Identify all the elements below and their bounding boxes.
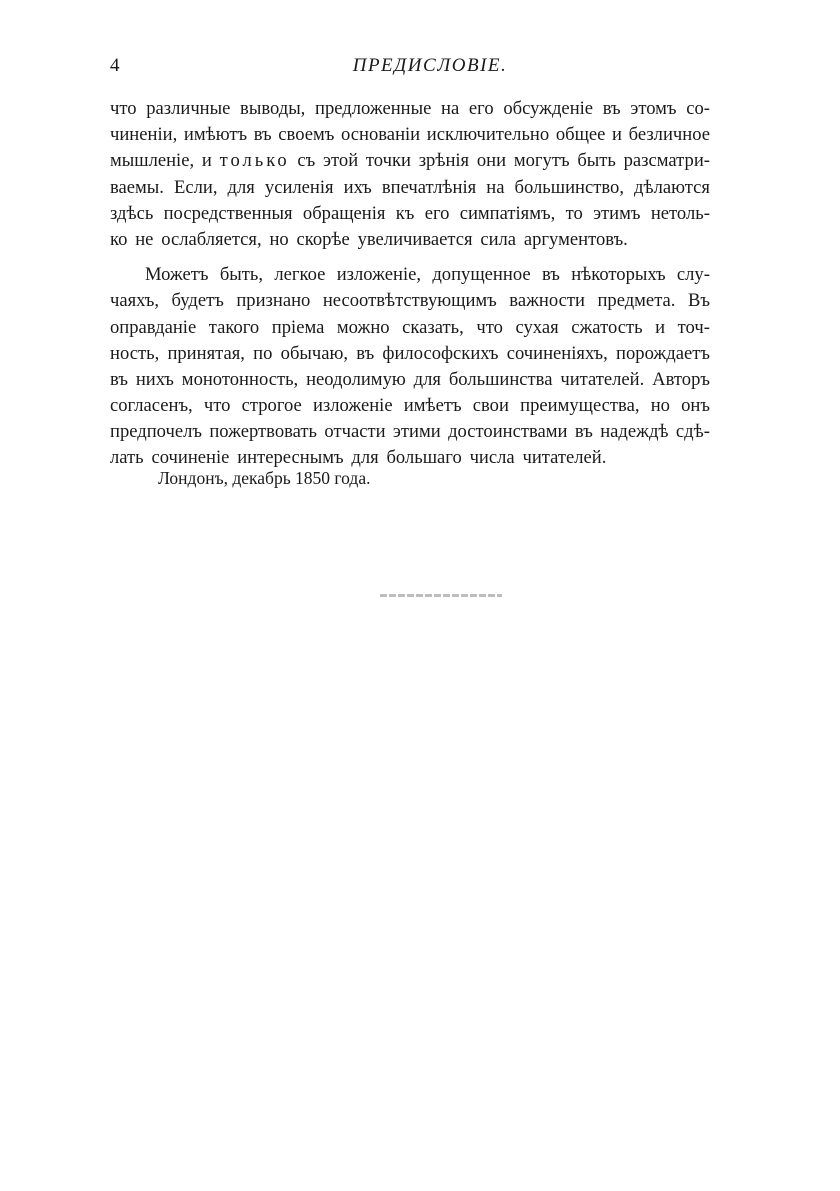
running-head-title: ПРЕДИСЛОВІЕ.	[352, 55, 508, 76]
text-line: ко не ослабляется, но скорѣе увеличивается сила аргументовъ.	[110, 228, 628, 250]
text-line: ваемы. Если, для усиленія ихъ впечатлѣнія на большинство, дѣлаются	[110, 176, 710, 198]
text-line: Можетъ быть, легкое изложеніе, допущенное въ нѣкоторыхъ слу-	[145, 264, 710, 286]
text-line: чаяхъ, будетъ признано несоотвѣтствующимъ важности предмета. Въ	[110, 290, 710, 312]
signature-place-date: Лондонъ, декабрь 1850 года.	[158, 468, 371, 488]
text-line: ность, принятая, по обычаю, въ философскихъ сочиненіяхъ, порождаетъ	[110, 342, 710, 364]
body-text	[110, 96, 710, 472]
page-number: 4	[110, 55, 120, 76]
text-line: согласенъ, что строгое изложеніе имѣетъ свои преимущества, но онъ	[110, 395, 710, 417]
text-line: что различные выводы, предложенные на его обсужденіе въ этомъ со-	[110, 98, 710, 119]
paragraph-2	[110, 262, 710, 472]
text-line: здѣсь посредственныя обращенія къ его симпатіямъ, то этимъ нетоль-	[110, 202, 710, 224]
text-line: предпочелъ пожертвовать отчасти этими достоинствами въ надеждѣ сдѣ-	[110, 421, 710, 443]
text-line: въ нихъ монотонность, неодолимую для большинства читателей. Авторъ	[110, 368, 710, 390]
paragraph-1	[110, 96, 710, 253]
paragraph-gap	[110, 253, 710, 262]
text-line: чиненіи, имѣютъ въ своемъ основаніи исключительно общее и безличное	[110, 124, 710, 146]
text-line: оправданіе такого пріема можно сказать, что сухая сжатость и точ-	[110, 316, 710, 338]
end-rule-divider	[380, 594, 502, 597]
text-line: лать сочиненіе интереснымъ для большаго числа читателей.	[110, 447, 607, 469]
text-line: мышленіе, и только съ этой точки зрѣнія они могутъ быть разсматри-	[110, 150, 710, 172]
